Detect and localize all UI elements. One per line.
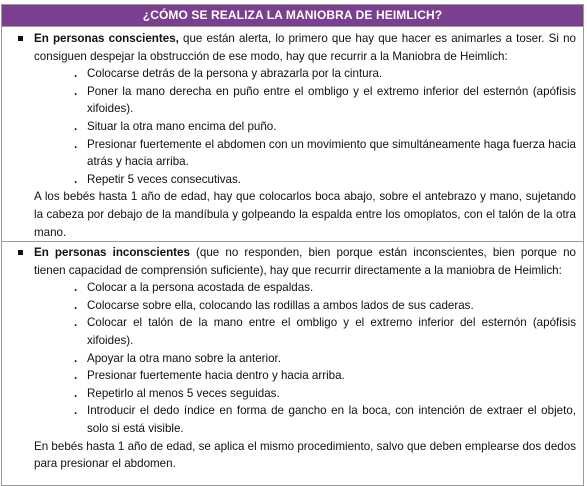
table-header [2,5,583,27]
unconscious-lead-bold: En personas inconscientes [34,246,190,259]
unconscious-steps [18,279,576,437]
step-bullet-icon: . [74,316,78,330]
header-title: ¿CÓMO SE REALIZA LA MANIOBRA DE HEIMLICH? [142,8,443,22]
list-item: . Repetir 5 veces consecutivas. [74,171,576,189]
list-item: . Situar la otra mano encima del puño. [74,118,576,136]
step-bullet-icon: . [74,386,78,400]
list-item: . Colocar el talón de la mano entre el ombligo y el extremo inferior del esternón (apófisis xifoides). [74,316,576,347]
square-bullet-icon [18,36,23,41]
heimlich-table [1,4,584,486]
list-item: . Colocarse sobre ella, colocando las rodillas a ambos lados de sus caderas. [74,297,576,315]
conscious-steps [18,65,576,188]
step-bullet-icon: . [74,351,78,365]
unconscious-lead [18,244,576,279]
unconscious-closing: En bebés hasta 1 año de edad, se aplica el mismo procedimiento, salvo que deben emplearse dos dedos para presionar el abdomen. [34,439,576,471]
list-item: . Presionar fuertemente el abdomen con un movimiento que simultáneamente haga fuerza hacia atrás y hacia arriba. [74,137,576,169]
step-bullet-icon: . [74,298,78,312]
step-bullet-icon: . [74,369,78,383]
conscious-closing: A los bebés hasta 1 año de edad, hay que colocarlos boca abajo, sobre el antebrazo y mano, sujetando la cabeza por debajo de la mandíbula y golpeando la espalda entre los omoplatos, con el talón de la otra mano. [34,190,576,239]
list-item: . Repetirlo al menos 5 veces seguidas. [74,385,576,403]
step-bullet-icon: . [74,67,78,81]
step-bullet-icon: . [74,84,78,98]
conscious-section [2,27,583,237]
list-item: . Apoyar la otra mano sobre la anterior. [74,350,576,368]
list-item: . Colocarse detrás de la persona y abrazarla por la cintura. [74,65,576,83]
conscious-lead [18,30,576,65]
step-bullet-icon: . [74,119,78,133]
square-bullet-icon [18,250,23,255]
conscious-lead-text: que están alerta, lo primero que hay que hacer es animarles a toser. Si no consiguen despejar la obstrucción de ese modo, hay que recurrir a la Maniobra de Heimlich: [34,32,576,63]
list-item: . Poner la mano derecha en puño entre el ombligo y el extremo inferior del esternón (apófisis xifoides). [74,84,576,116]
list-item: . Presionar fuertemente hacia dentro y hacia arriba. [74,367,576,385]
list-item: . Introducir el dedo índice en forma de gancho en la boca, con intención de extraer el objeto, solo si está visible. [74,404,576,435]
step-bullet-icon: . [74,404,78,418]
unconscious-section [2,241,583,485]
conscious-lead-bold: En personas conscientes, [34,32,179,45]
step-bullet-icon: . [74,137,78,151]
step-bullet-icon: . [74,172,78,186]
list-item: . Colocar a la persona acostada de espaldas. [74,279,576,297]
step-bullet-icon: . [74,281,78,295]
unconscious-lead-text: (que no responden, bien porque están inconscientes, bien porque no tienen capacidad de comprensión suficiente), hay que recurrir directamente a la maniobra de Heimlich: [34,246,576,277]
